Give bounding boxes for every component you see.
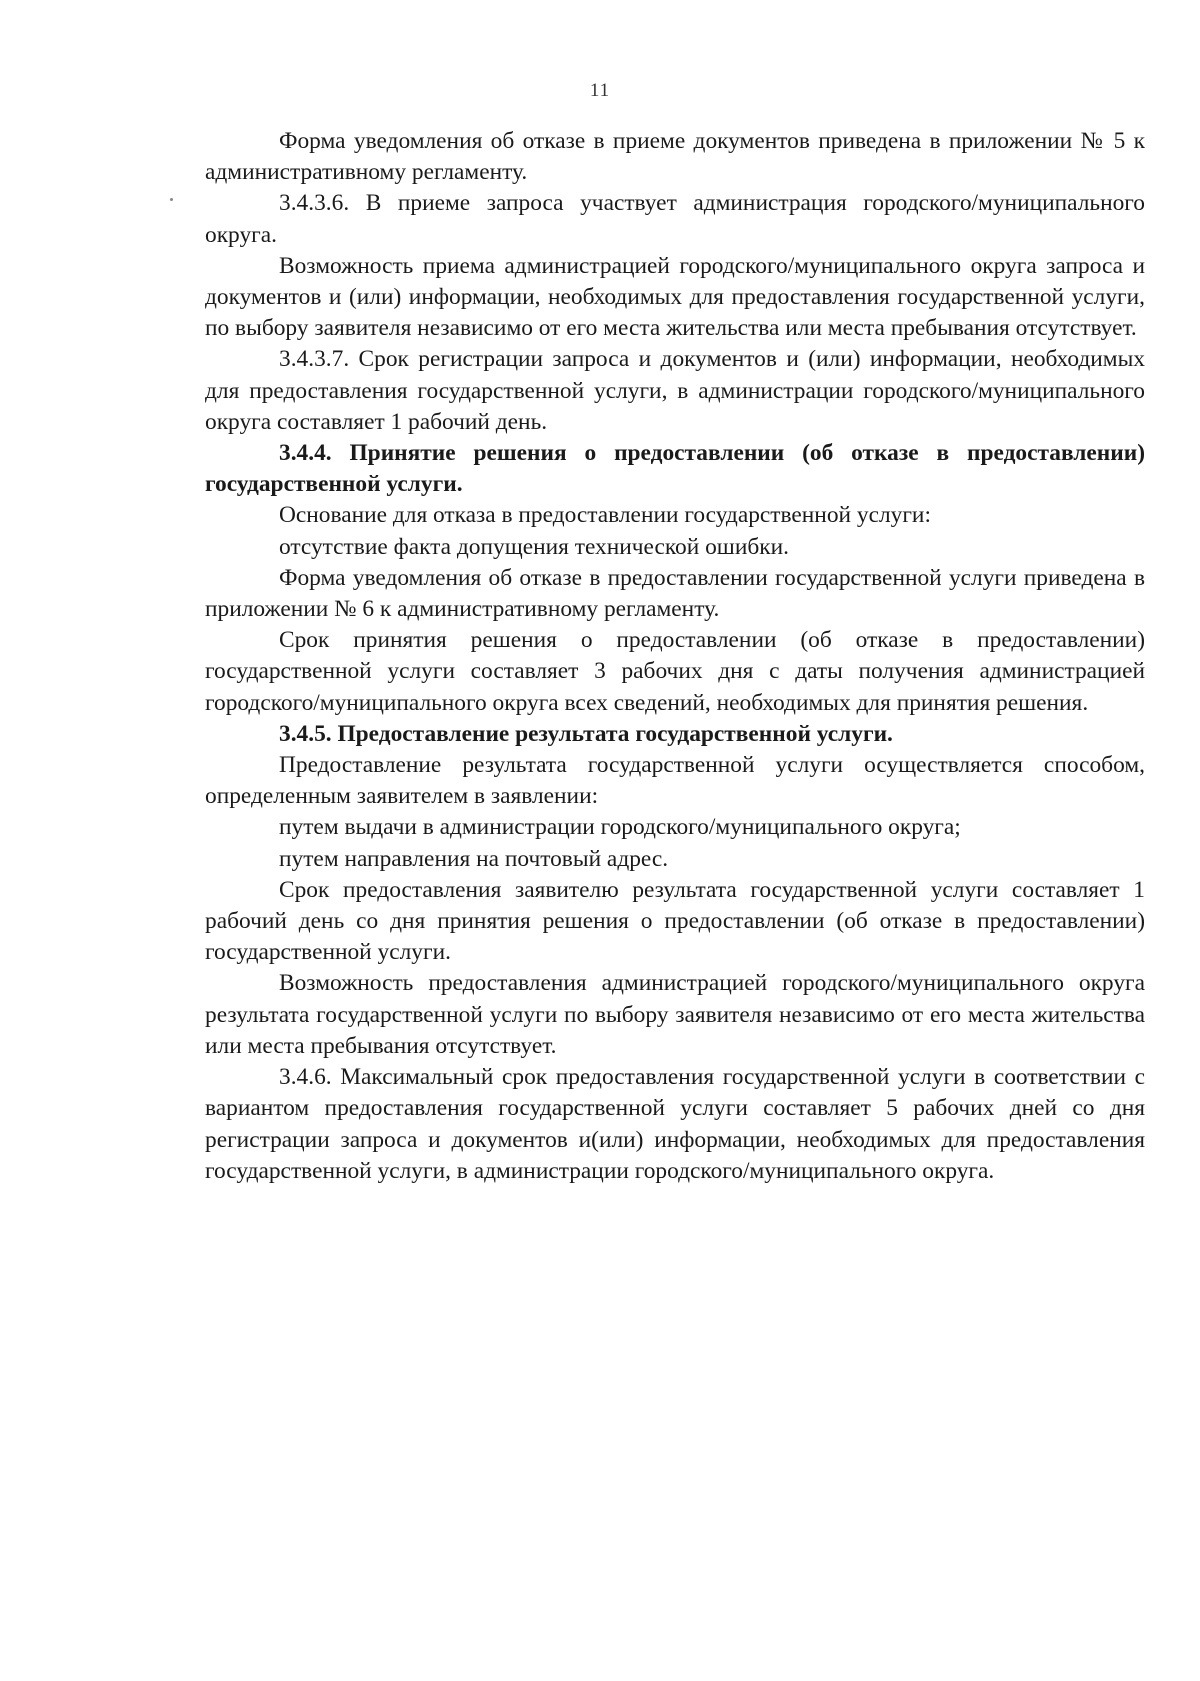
- paragraph-decision-deadline: Срок принятия решения о предоставлении (об отказе в предоставлении) государственной услуги составляет 3 рабочих дня с даты получения администрацией городского/муниципального округа всех сведений, необходимых для принятия решения.: [205, 627, 1145, 716]
- paragraph-result-by-post: путем направления на почтовый адрес.: [279, 845, 669, 872]
- scan-speck: [170, 198, 173, 201]
- paragraph-refusal-form-appendix-6: Форма уведомления об отказе в предоставлении государственной услуги приведена в приложении № 6 к административному регламенту.: [205, 564, 1145, 623]
- paragraph-no-technical-error: отсутствие факта допущения технической ошибки.: [279, 533, 789, 560]
- document-body: [205, 126, 1145, 1187]
- paragraph-3-4-3-6: 3.4.3.6. В приеме запроса участвует администрация городского/муниципального округа.: [205, 190, 1145, 248]
- paragraph-result-method: Предоставление результата государственной услуги осуществляется способом, определенным заявителем в заявлении:: [205, 752, 1145, 810]
- page-number: 11: [589, 80, 611, 101]
- heading-3-4-4: 3.4.4. Принятие решения о предоставлении (об отказе в предоставлении) государственной услуги.: [205, 440, 1145, 498]
- paragraph-result-deadline: Срок предоставления заявителю результата государственной услуги составляет 1 рабочий день со дня принятия решения о предоставлении (об отказе в предоставлении) государственной услуги.: [205, 876, 1145, 966]
- paragraph-3-4-3-7: 3.4.3.7. Срок регистрации запроса и документов и (или) информации, необходимых для предоставления государственной услуги, в администрации городского/муниципального округа составляет 1 рабочий день.: [205, 346, 1145, 435]
- heading-3-4-5: 3.4.5. Предоставление результата государственной услуги.: [279, 720, 893, 747]
- paragraph-result-possibility: Возможность предоставления администрацией городского/муниципального округа результата государственной услуги по выбору заявителя независимо от его места жительства или места пребывания отсутствует.: [205, 970, 1145, 1059]
- paragraph-refusal-form-appendix-5: Форма уведомления об отказе в приеме документов приведена в приложении № 5 к административному регламенту.: [205, 128, 1145, 186]
- paragraph-3-4-6: 3.4.6. Максимальный срок предоставления государственной услуги в соответствии с вариантом предоставления государственной услуги составляет 5 рабочих дней со дня регистрации запроса и документов и(или) информации, необходимых для предоставления государственной услуги, в администрации городского/муниципального округа.: [205, 1064, 1145, 1184]
- paragraph-refusal-grounds: Основание для отказа в предоставлении государственной услуги:: [279, 502, 931, 529]
- paragraph-result-issue-in-person: путем выдачи в администрации городского/муниципального округа;: [279, 814, 961, 841]
- paragraph-reception-possibility: Возможность приема администрацией городского/муниципального округа запроса и документов и (или) информации, необходимых для предоставления государственной услуги, по выбору заявителя независимо от его места жительства или места пребывания отсутствует.: [205, 252, 1145, 342]
